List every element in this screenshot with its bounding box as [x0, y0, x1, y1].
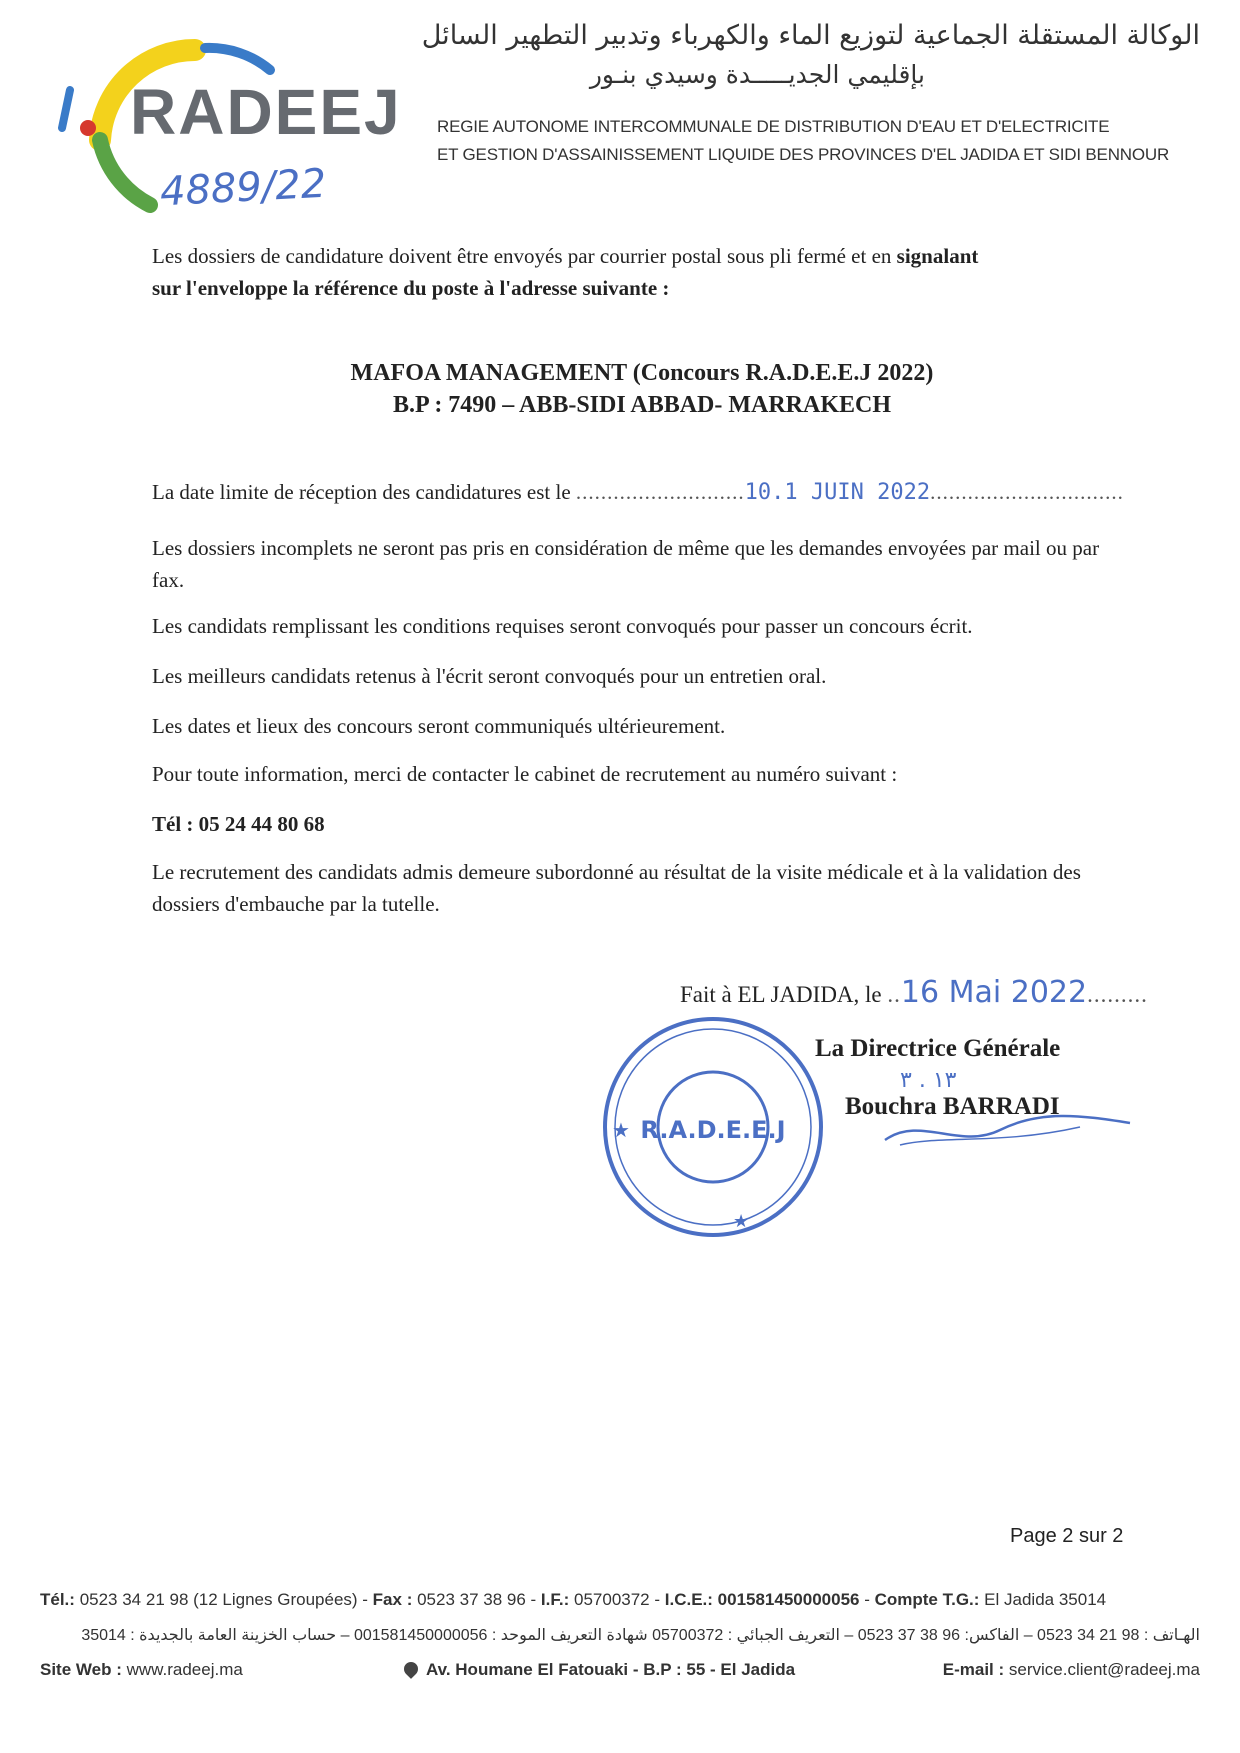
- footer-web-label: Site Web :: [40, 1660, 122, 1679]
- footer-if-label: I.F.:: [540, 1590, 570, 1609]
- intro-bold-1: signalant: [896, 244, 979, 268]
- footer-address: [404, 1660, 795, 1680]
- deadline-dots-end: ...............................: [930, 480, 1124, 504]
- place-prefix: Fait à EL JADIDA, le: [680, 982, 882, 1007]
- deadline-dots: ...........................: [575, 480, 745, 504]
- deadline-prefix: La date limite de réception des candidatures est le: [152, 480, 571, 504]
- signature-date: 16 Mai 2022: [900, 975, 1088, 1010]
- signature-place-date: [680, 975, 1148, 1010]
- footer-web-link[interactable]: www.radeej.ma: [126, 1660, 243, 1679]
- page-number: Page 2 sur 2: [1010, 1525, 1124, 1547]
- header-french-line2: ET GESTION D'ASSAINISSEMENT LIQUIDE DES PROVINCES D'EL JADIDA ET SIDI BENNOUR: [437, 145, 1170, 164]
- footer-fax: 0523 37 38 96: [417, 1590, 526, 1609]
- footer-arabic-line: الهـاتف : 98 21 34 0523 – الفاكس: 96 38 37 0523 – التعريف الجبائي : 05700372 شهادة التعريف الموحد : 001581450000056 – حساب الخزينة العامة بالجديدة : 35014: [81, 1627, 1200, 1644]
- footer-email: [943, 1660, 1200, 1680]
- header-arabic-line2: بإقليمي الجديـــــدة وسيدي بنـور: [589, 60, 925, 89]
- paragraph-written-exam: Les candidats remplissant les conditions requises seront convoqués pour passer un concours écrit.: [152, 614, 973, 638]
- signature-scribble: [880, 1095, 1140, 1155]
- footer-website: [40, 1660, 243, 1680]
- paragraph-incomplete: Les dossiers incomplets ne seront pas pris en considération de même que les demandes envoyées par mail ou par fax.: [152, 536, 1100, 592]
- svg-text:★: ★: [612, 1118, 630, 1142]
- footer-tg-label: Compte T.G.:: [874, 1590, 980, 1609]
- svg-text:★: ★: [733, 1211, 750, 1232]
- paragraph-medical: Le recrutement des candidats admis demeure subordonné au résultat de la visite médicale et à la validation des dossiers d'embauche par la tutelle.: [152, 860, 1081, 916]
- paragraph-dates: Les dates et lieux des concours seront communiqués ultérieurement.: [152, 714, 726, 738]
- header-french-line1: REGIE AUTONOME INTERCOMMUNALE DE DISTRIBUTION D'EAU ET D'ELECTRICITE: [437, 117, 1110, 136]
- intro-bold-2: sur l'enveloppe la référence du poste à l'adresse suivante :: [152, 276, 670, 300]
- paragraph-oral-exam: Les meilleurs candidats retenus à l'écrit seront convoqués pour un entretien oral.: [152, 664, 827, 688]
- footer-contact-line: Tél.: 0523 34 21 98 (12 Lignes Groupées) - Fax : 0523 37 38 96 - I.F.: 05700372 - I.C.E.: 001581450000056 - Compte T.G.: El Jadida 35014: [40, 1590, 1107, 1609]
- footer-ice: 001581450000056: [717, 1590, 860, 1609]
- signature-dots: ..: [887, 982, 901, 1007]
- paragraph-contact: Pour toute information, merci de contacter le cabinet de recrutement au numéro suivant :: [152, 762, 898, 786]
- intro-text: Les dossiers de candidature doivent être envoyés par courrier postal sous pli fermé et en: [152, 244, 897, 268]
- signatory-title: La Directrice Générale: [815, 1035, 1061, 1062]
- footer-email-label: E-mail :: [942, 1660, 1005, 1679]
- intro-paragraph: [152, 240, 1132, 304]
- official-stamp: [598, 1012, 828, 1242]
- signature-dots-end: .........: [1087, 982, 1148, 1007]
- handwritten-mark: ١٣ . ٣: [900, 1068, 957, 1093]
- deadline-line: [152, 476, 1132, 509]
- footer-tel-label: Tél.:: [40, 1590, 75, 1609]
- address-line2: B.P : 7490 – ABB-SIDI ABBAD- MARRAKECH: [392, 392, 892, 418]
- location-pin-icon: [401, 1659, 421, 1679]
- footer-if: 05700372: [574, 1590, 650, 1609]
- footer-address-text: Av. Houmane El Fatouaki - B.P : 55 - El Jadida: [426, 1660, 796, 1679]
- footer-fax-label: Fax :: [372, 1590, 413, 1609]
- logo-text: RADEEJ: [130, 76, 402, 148]
- deadline-date: 10.1 JUIN 2022: [744, 480, 931, 505]
- header-arabic-line1: الوكالة المستقلة الجماعية لتوزيع الماء والكهرباء وتدبير التطهير السائل: [421, 20, 1200, 51]
- footer-tel: 0523 34 21 98 (12 Lignes Groupées): [79, 1590, 358, 1609]
- footer-ice-label: I.C.E.:: [664, 1590, 713, 1609]
- address-line1: MAFOA MANAGEMENT (Concours R.A.D.E.E.J 2022): [350, 360, 934, 386]
- stamp-center-text: R.A.D.E.E.J: [640, 1116, 786, 1144]
- footer-tg: El Jadida 35014: [984, 1590, 1107, 1609]
- signatory-name: Bouchra BARRADI: [845, 1093, 1060, 1120]
- handwritten-reference: 4889/22: [158, 160, 328, 216]
- footer-email-link[interactable]: service.client@radeej.ma: [1008, 1660, 1200, 1679]
- phone-number: Tél : 05 24 44 80 68: [152, 812, 325, 836]
